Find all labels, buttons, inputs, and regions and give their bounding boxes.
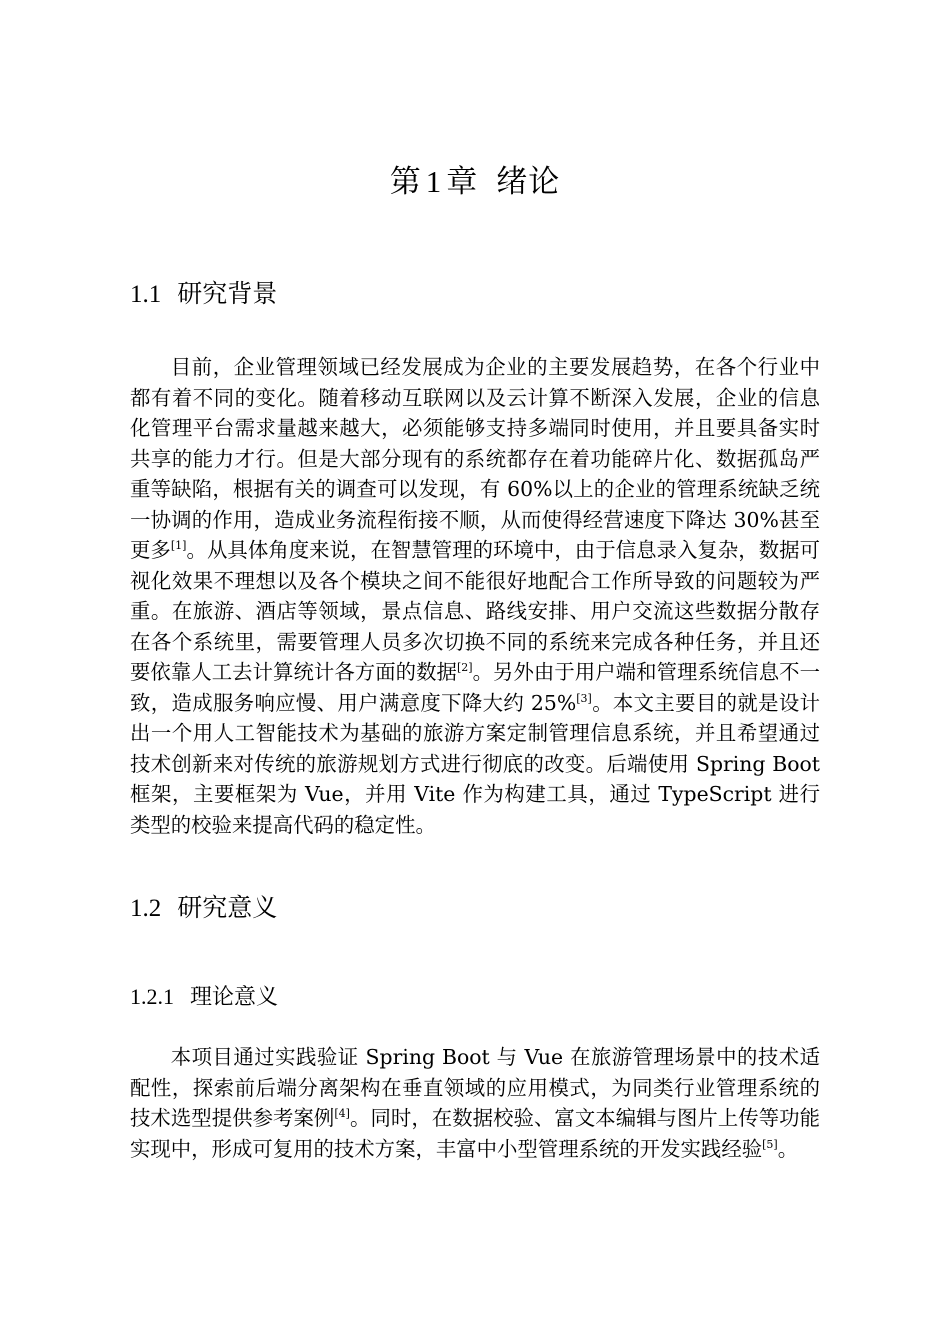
paragraph-text: 。 (777, 1136, 799, 1161)
chapter-number: 1 (425, 164, 443, 199)
section-number: 1.2 (130, 895, 162, 922)
paragraph-text: 。另外由于用户端和管理系统信息不一致，造成服务响应慢、用户满意度下降大约 25% (130, 660, 820, 715)
paragraph-text: 目前，企业管理领域已经发展成为企业的主要发展趋势，在各个行业中都有着不同的变化。随着移动互联网以及云计算不断深入发展，企业的信息化管理平台需求量越来越大，必须能够支持多端同时使用，并且要具备实时共享的能力才行。但是大部分现有的系统都存在着功能碎片化、数据孤岛严重等缺陷，根据有关的调查可以发现，有 60%以上的企业的管理系统缺乏统一协调的作用，造成业务流程衔接不顺，从而使得经营速度下降达 30%甚至更多 (130, 355, 820, 562)
citation-ref: [3] (576, 691, 592, 705)
chapter-prefix: 第 (389, 164, 422, 200)
citation-ref: [1] (170, 539, 187, 553)
section-title: 研究背景 (177, 279, 278, 308)
citation-ref: [2] (456, 661, 473, 675)
chapter-title (0, 160, 950, 204)
paragraph-text: 。同时，在数据校验、富文本编辑与图片上传等功能实现中，形成可复用的技术方案，丰富中小型管理系统的开发实践经验 (130, 1106, 821, 1161)
section-number: 1.1 (130, 281, 162, 308)
paragraph-text: 本项目通过实践验证 Spring Boot 与 Vue 在旅游管理场景中的技术适配性，探索前后端分离架构在垂直领域的应用模式，为同类行业管理系统的技术选型提供参考案例 (130, 1045, 820, 1130)
chapter-suffix: 章 (446, 164, 479, 200)
paragraph-theory (130, 1042, 820, 1164)
subsection-number: 1.2.1 (130, 984, 174, 1009)
chapter-name: 绪论 (496, 164, 561, 200)
subsection-heading-1-2-1 (130, 982, 278, 1013)
subsection-title: 理论意义 (190, 985, 279, 1010)
paragraph-background (130, 352, 820, 840)
section-title: 研究意义 (177, 893, 278, 922)
paragraph-text: 。从具体角度来说，在智慧管理的环境中，由于信息录入复杂，数据可视化效果不理想以及各个模块之间不能很好地配合工作所导致的问题较为严重。在旅游、酒店等领域，景点信息、路线安排、用户交流这些数据分散存在各个系统里，需要管理人员多次切换不同的系统来完成各种任务，并且还要依靠人工去计算统计各方面的数据 (130, 538, 820, 684)
citation-ref: [5] (762, 1137, 778, 1151)
citation-ref: [4] (334, 1107, 350, 1121)
section-heading-1-2 (130, 891, 277, 926)
section-heading-1-1 (130, 277, 277, 312)
paragraph-text: 。本文主要目的就是设计出一个用人工智能技术为基础的旅游方案定制管理信息系统，并且希望通过技术创新来对传统的旅游规划方式进行彻底的改变。后端使用 Spring Boot 框架，主要框架为 Vue，并用 Vite 作为构建工具，通过 TypeScript 进行类型的校验来提高代码的稳定性。 (130, 690, 820, 837)
